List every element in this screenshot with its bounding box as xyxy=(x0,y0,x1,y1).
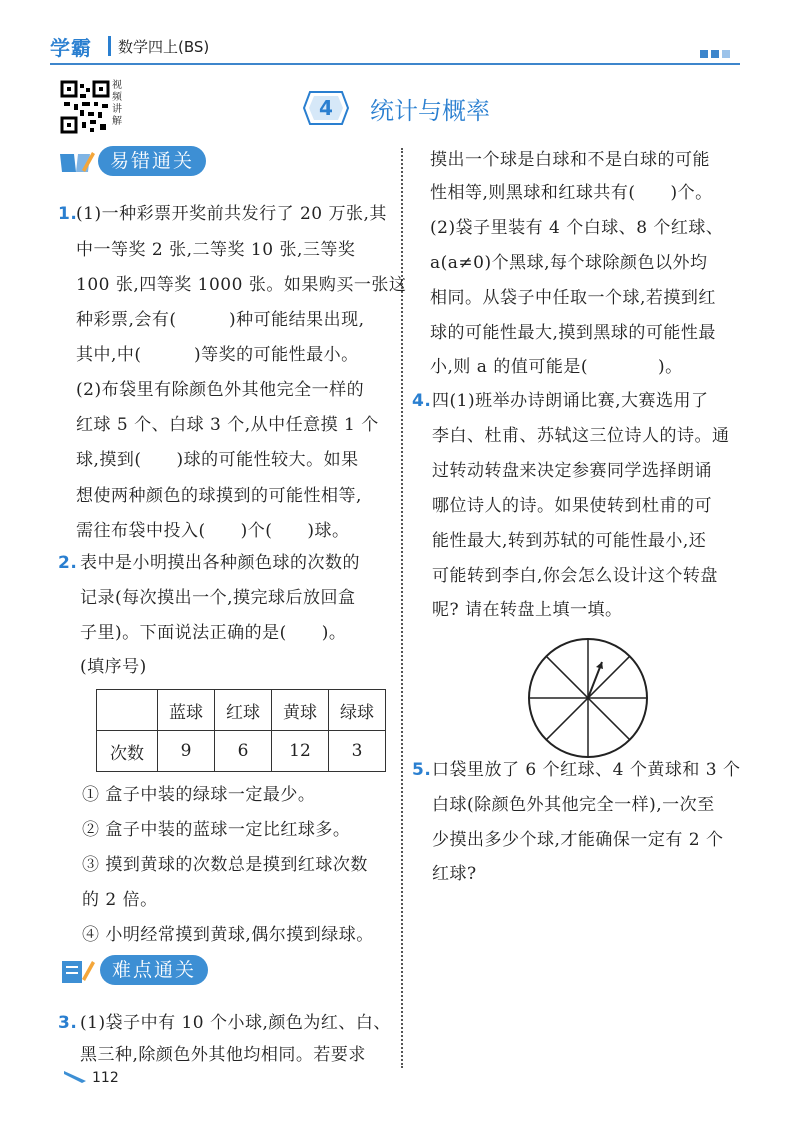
q1-line: (1)一种彩票开奖前共发行了 20 万张,其 xyxy=(76,204,387,224)
brand-separator xyxy=(108,36,111,56)
q4-line: 能性最大,转到苏轼的可能性最小,还 xyxy=(432,531,707,551)
q1-line: 种彩票,会有( )种可能结果出现, xyxy=(76,310,365,330)
header-rule xyxy=(50,63,740,65)
q3-line: 摸出一个球是白球和不是白球的可能 xyxy=(430,150,710,170)
footer-pen-icon xyxy=(62,1068,88,1084)
table-cell xyxy=(97,690,158,731)
q2-option: 的 2 倍。 xyxy=(82,890,158,910)
brand-logo: 学霸 xyxy=(50,36,92,60)
q2-line: 子里)。下面说法正确的是( )。 xyxy=(80,623,347,643)
q4-line: 呢? 请在转盘上填一填。 xyxy=(432,600,623,620)
q3-line: a(a≠0)个黑球,每个球除颜色以外均 xyxy=(430,253,708,273)
q2-option: ② 盒子中装的蓝球一定比红球多。 xyxy=(82,820,351,840)
q3-line: (2)袋子里装有 4 个白球、8 个红球、 xyxy=(430,218,724,238)
table-header-cell: 绿球 xyxy=(329,690,386,731)
table-header-cell: 蓝球 xyxy=(158,690,215,731)
q1-line: 中一等奖 2 张,二等奖 10 张,三等奖 xyxy=(76,240,356,260)
q5-line: 红球? xyxy=(432,864,477,884)
question-number: 5. xyxy=(412,760,432,780)
qr-code-icon[interactable] xyxy=(60,80,110,134)
header-square-icon xyxy=(711,50,719,58)
table-header-cell: 红球 xyxy=(215,690,272,731)
q3-line: 黑三种,除颜色外其他均相同。若要求 xyxy=(80,1045,366,1065)
table-cell: 3 xyxy=(329,731,386,772)
q1-line: 想使两种颜色的球摸到的可能性相等, xyxy=(76,486,362,506)
ball-count-table xyxy=(96,689,386,772)
table-row xyxy=(97,731,386,772)
q3-line: 小,则 a 的值可能是( )。 xyxy=(430,357,683,377)
q3-line: 性相等,则黑球和红球共有( )个。 xyxy=(430,183,713,203)
q5-line: 少摸出多少个球,才能确保一定有 2 个 xyxy=(432,830,724,850)
section-title-hard: 难点通关 xyxy=(100,955,208,985)
q5-line: 口袋里放了 6 个红球、4 个黄球和 3 个 xyxy=(432,760,741,780)
question-number: 4. xyxy=(412,391,432,411)
q4-line: 过转动转盘来决定参赛同学选择朗诵 xyxy=(432,461,712,481)
notebook-pencil-icon xyxy=(60,957,98,985)
section-banner-hard xyxy=(60,955,220,985)
q2-option: ④ 小明经常摸到黄球,偶尔摸到绿球。 xyxy=(82,925,374,945)
question-number: 2. xyxy=(58,553,78,573)
chapter-number: 4 xyxy=(319,96,333,120)
q2-line: 记录(每次摸出一个,摸完球后放回盒 xyxy=(80,588,356,608)
header-square-icon xyxy=(700,50,708,58)
q1-line: 100 张,四等奖 1000 张。如果购买一张这 xyxy=(76,275,407,295)
book-title: 数学四上(BS) xyxy=(118,38,210,56)
q4-line: 四(1)班举办诗朗诵比赛,大赛选用了 xyxy=(432,391,709,411)
qr-caption: 视频讲解 xyxy=(112,80,122,127)
q3-line: 球的可能性最大,摸到黑球的可能性最 xyxy=(430,323,716,343)
header-square-icon xyxy=(722,50,730,58)
section-title-easy: 易错通关 xyxy=(98,146,206,176)
table-cell: 12 xyxy=(272,731,329,772)
table-row-label: 次数 xyxy=(97,731,158,772)
question-number: 1. xyxy=(58,204,78,224)
q2-option: ① 盒子中装的绿球一定最少。 xyxy=(82,785,316,805)
q1-line: (2)布袋里有除颜色外其他完全一样的 xyxy=(76,380,365,400)
section-banner-easy xyxy=(58,146,228,176)
q2-line: 表中是小明摸出各种颜色球的次数的 xyxy=(80,553,360,573)
book-pencil-icon xyxy=(58,148,96,176)
table-header-cell: 黄球 xyxy=(272,690,329,731)
q1-line: 其中,中( )等奖的可能性最小。 xyxy=(76,345,359,365)
spinner-wheel[interactable] xyxy=(526,636,650,760)
page-number: 112 xyxy=(92,1070,119,1086)
question-number: 3. xyxy=(58,1013,78,1033)
q1-line: 球,摸到( )球的可能性较大。如果 xyxy=(76,450,359,470)
q4-line: 哪位诗人的诗。如果使转到杜甫的可 xyxy=(432,496,712,516)
table-header-row xyxy=(97,690,386,731)
chapter-title: 统计与概率 xyxy=(370,97,490,125)
q5-line: 白球(除颜色外其他完全一样),一次至 xyxy=(432,795,715,815)
q3-line: (1)袋子中有 10 个小球,颜色为红、白、 xyxy=(80,1013,391,1033)
q4-line: 可能转到李白,你会怎么设计这个转盘 xyxy=(432,566,718,586)
table-cell: 6 xyxy=(215,731,272,772)
q4-line: 李白、杜甫、苏轼这三位诗人的诗。通 xyxy=(432,426,730,446)
q1-line: 红球 5 个、白球 3 个,从中任意摸 1 个 xyxy=(76,415,379,435)
q2-line: (填序号) xyxy=(80,657,147,677)
table-cell: 9 xyxy=(158,731,215,772)
q1-line: 需往布袋中投入( )个( )球。 xyxy=(76,521,350,541)
q3-line: 相同。从袋子中任取一个球,若摸到红 xyxy=(430,288,716,308)
q2-option: ③ 摸到黄球的次数总是摸到红球次数 xyxy=(82,855,368,875)
